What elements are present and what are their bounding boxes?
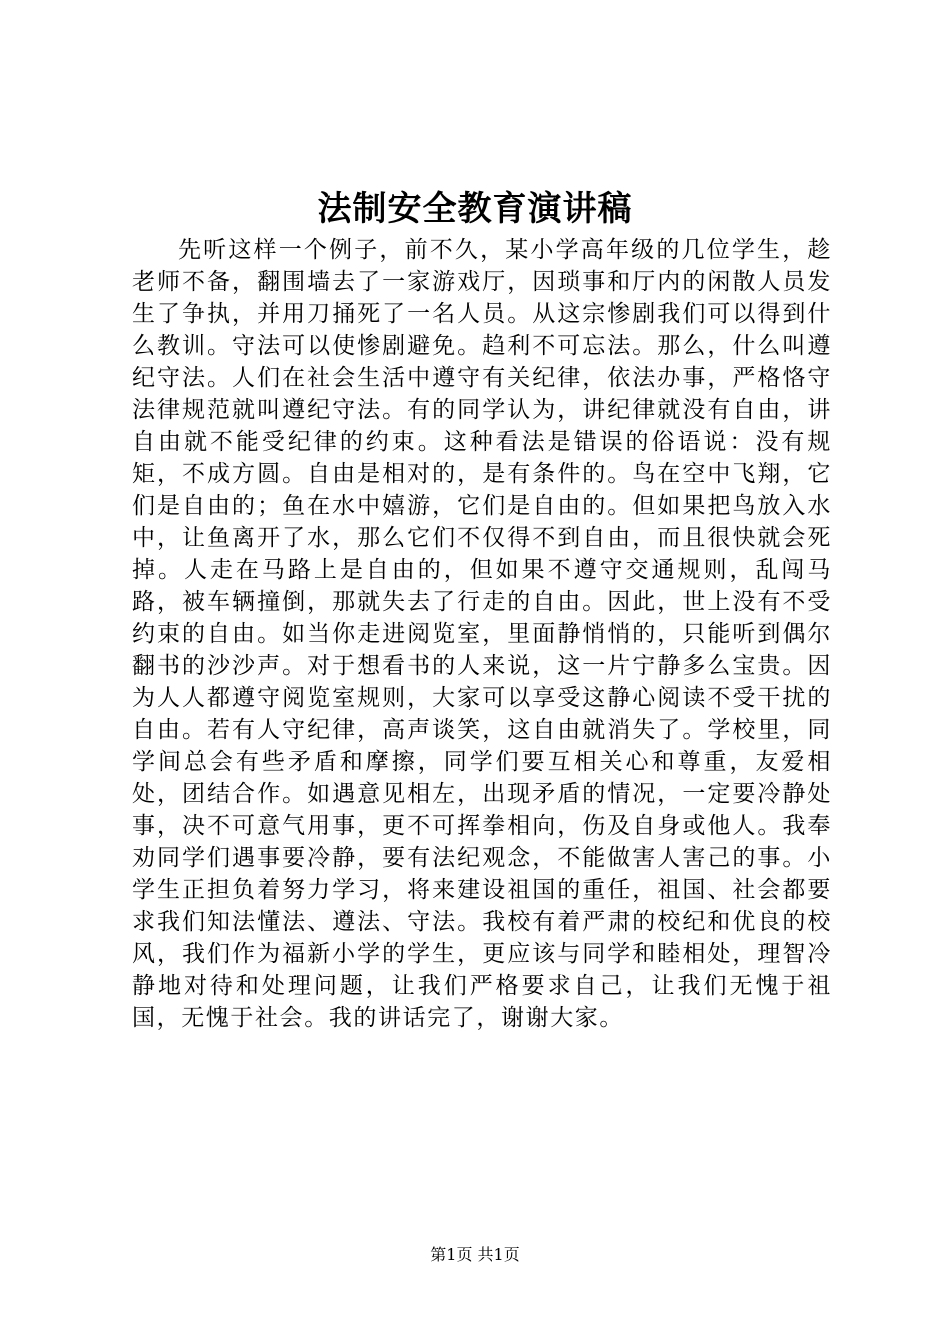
document-title: 法制安全教育演讲稿 [317,189,633,229]
document-body: 先听这样一个例子，前不久，某小学高年级的几位学生，趁老师不备，翻围墙去了一家游戏厅，因琐事和厅内的闲散人员发生了争执，并用刀捅死了一名人员。从这宗惨剧我们可以得到什么教训。守法可以使惨剧避免。趋利不可忘法。那么，什么叫遵纪守法。人们在社会生活中遵守有关纪律，依法办事，严格恪守法律规范就叫遵纪守法。有的同学认为，讲纪律就没有自由，讲自由就不能受纪律的约束。这种看法是错误的俗语说：没有规矩，不成方圆。自由是相对的，是有条件的。鸟在空中飞翔，它们是自由的；鱼在水中嬉游，它们是自由的。但如果把鸟放入水中，让鱼离开了水，那么它们不仅得不到自由，而且很快就会死掉。人走在马路上是自由的，但如果不遵守交通规则，乱闯马路，被车辆撞倒，那就失去了行走的自由。因此，世上没有不受约束的自由。如当你走进阅览室，里面静悄悄的，只能听到偶尔翻书的沙沙声。对于想看书的人来说，这一片宁静多么宝贵。因为人人都遵守阅览室规则，大家可以享受这静心阅读不受干扰的自由。若有人守纪律，高声谈笑，这自由就消失了。学校里，同学间总会有些矛盾和摩擦，同学们要互相关心和尊重，友爱相处，团结合作。如遇意见相左，出现矛盾的情况，一定要冷静处事，决不可意气用事，更不可挥拳相向，伤及自身或他人。我奉劝同学们遇事要冷静，要有法纪观念，不能做害人害己的事。小学生正担负着努力学习，将来建设祖国的重任，祖国、社会都要求我们知法懂法、遵法、守法。我校有着严肃的校纪和优良的校风，我们作为福新小学的学生，更应该与同学和睦相处，理智冷静地对待和处理问题，让我们严格要求自己，让我们无愧于祖国，无愧于社会。我的讲话完了，谢谢大家。 [132,237,832,1031]
page-footer: 第1页 共1页 [430,1245,520,1264]
